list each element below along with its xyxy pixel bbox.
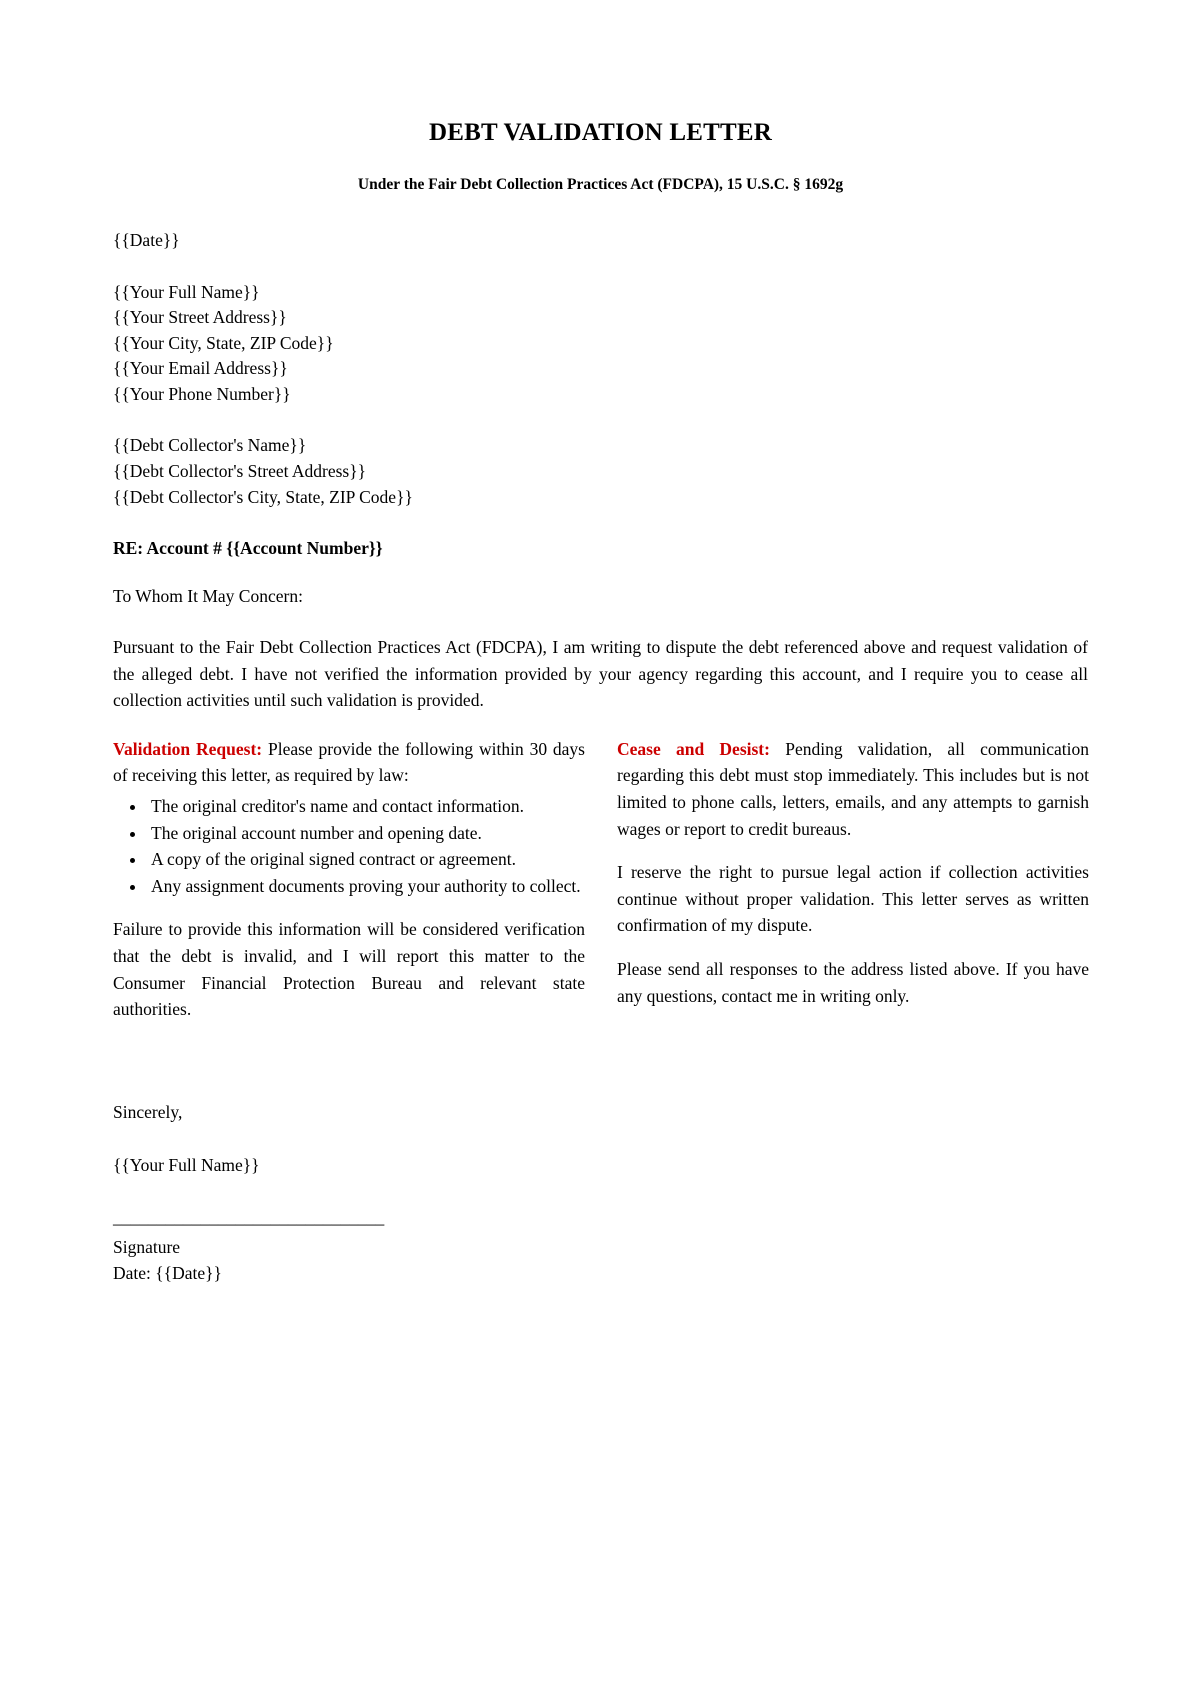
page-title: DEBT VALIDATION LETTER <box>429 119 772 146</box>
recipient-city-state-zip: {{Debt Collector's City, State, ZIP Code}} <box>113 486 413 507</box>
validation-request-list <box>113 793 585 899</box>
closing-signer-name: {{Your Full Name}} <box>113 1155 260 1176</box>
intro-paragraph: Pursuant to the Fair Debt Collection Practices Act (FDCPA), I am writing to dispute the debt referenced above and request validation of the alleged debt. I have not verified the information provided by your agency regarding this account, and I require you to cease all collection activities until such validation is provided. <box>113 637 1088 711</box>
closing-block <box>113 1100 1088 1287</box>
signature-label: Signature <box>113 1237 181 1258</box>
salutation: To Whom It May Concern: <box>113 586 303 607</box>
page-subtitle: Under the Fair Debt Collection Practices Act (FDCPA), 15 U.S.C. § 1692g <box>357 176 844 193</box>
sender-street-address: {{Your Street Address}} <box>113 307 287 328</box>
validation-request-heading: Validation Request: <box>113 738 263 759</box>
list-item: • The original account number and opening date. <box>147 820 585 847</box>
sender-phone: {{Your Phone Number}} <box>113 383 291 404</box>
legal-action-paragraph: I reserve the right to pursue legal action if collection activities continue without proper validation. This letter serves as written confirmation of my dispute. <box>617 862 1089 936</box>
closing-sincerely: Sincerely, <box>113 1101 183 1122</box>
cease-and-desist-paragraph <box>617 736 1089 842</box>
validation-request-intro: Please provide the following within 30 days of receiving this letter, as required by law: <box>113 738 585 786</box>
cease-and-desist-heading: Cease and Desist: <box>617 738 770 759</box>
sender-email: {{Your Email Address}} <box>113 358 288 379</box>
sender-address-block <box>113 280 1088 408</box>
date-block <box>113 228 1088 254</box>
sender-city-state-zip: {{Your City, State, ZIP Code}} <box>113 332 334 353</box>
recipient-street-address: {{Debt Collector's Street Address}} <box>113 460 367 481</box>
re-account-line: RE: Account # {{Account Number}} <box>113 538 383 559</box>
list-item: • A copy of the original signed contract or agreement. <box>147 846 585 873</box>
right-column <box>617 736 1089 1026</box>
left-column <box>113 736 585 1040</box>
date-line: {{Date}} <box>113 230 180 251</box>
letter-content <box>113 118 1088 1286</box>
signature-date-line: Date: {{Date}} <box>113 1262 222 1283</box>
list-item: • Any assignment documents proving your authority to collect. <box>147 873 585 900</box>
recipient-name: {{Debt Collector's Name}} <box>113 435 307 456</box>
list-item: • The original creditor's name and contact information. <box>147 793 585 820</box>
validation-request-paragraph <box>113 736 585 789</box>
failure-to-provide-paragraph: Failure to provide this information will be considered verification that the debt is invalid, and I will report this matter to the Consumer Financial Protection Bureau and relevant state authorities. <box>113 919 585 1020</box>
sender-full-name: {{Your Full Name}} <box>113 281 260 302</box>
responses-paragraph: Please send all responses to the address listed above. If you have any questions, contact me in writing only. <box>617 959 1089 1006</box>
two-column-body <box>113 736 1088 1040</box>
signature-rule: _______________________________ <box>113 1206 385 1227</box>
cease-and-desist-body: Pending validation, all communication regarding this debt must stop immediately. This includes but is not limited to phone calls, letters, emails, and any attempts to garnish wages or report to credit bureaus. <box>617 738 1089 839</box>
recipient-address-block <box>113 433 1088 510</box>
